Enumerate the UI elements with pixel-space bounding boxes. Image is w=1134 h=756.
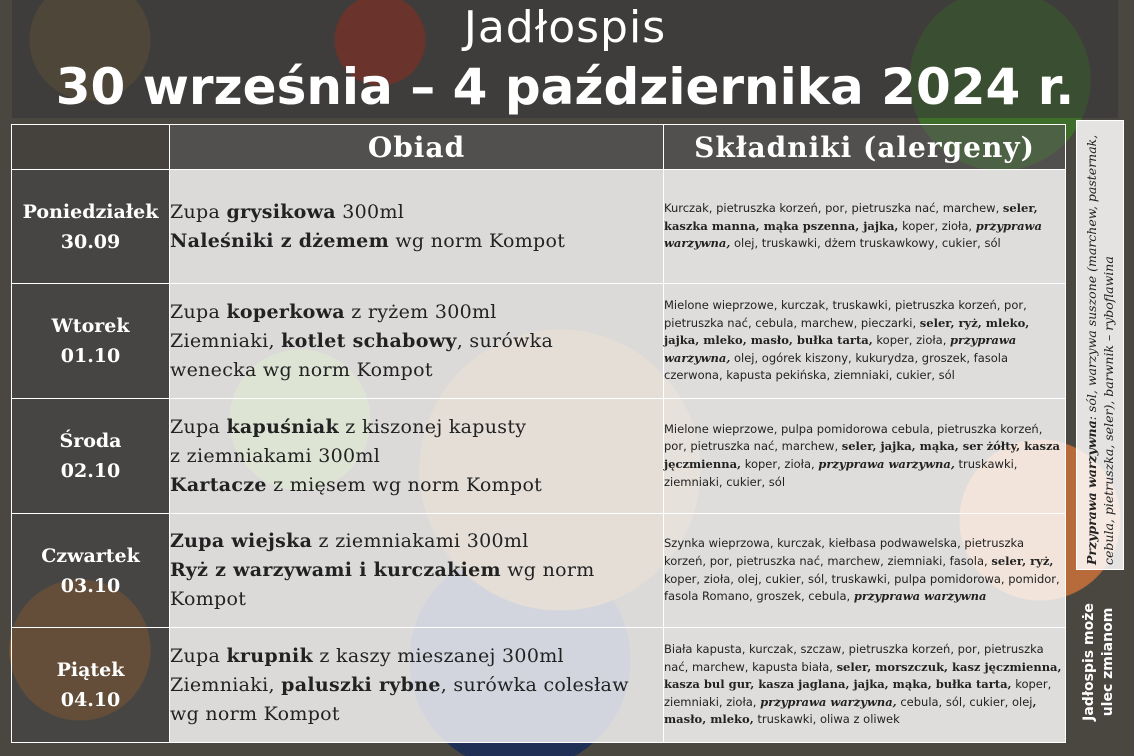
change-note-box [1076, 574, 1122, 750]
meal-line [170, 671, 663, 700]
table-row [12, 514, 1066, 628]
ingredients-cell [664, 514, 1066, 628]
ingredient-text: olej, truskawki, dżem truskawkowy, cukier, sól [730, 236, 1001, 251]
change-note-line: Jadłospis może [1081, 603, 1097, 721]
table-row [12, 284, 1066, 399]
meal-line [170, 642, 663, 671]
ingredient-text: Mielone wieprzowe, pulpa pomidorowa cebula, pietruszka korzeń, por, pietruszka nać, marchew, [664, 421, 1043, 454]
day-date: 03.10 [60, 574, 121, 597]
allergen-text: seler, morszczuk, kasz jęczmienna, kasza bul gur, kasza jaglana, jajka, mąka, bułka tarta, [664, 659, 1062, 692]
table-header-row [12, 125, 1066, 170]
meal-cell [170, 399, 664, 514]
meal-text: Kompot [170, 588, 247, 610]
meal-line [170, 556, 663, 585]
ingredient-text: koper, zioła, [872, 333, 950, 348]
day-date: 01.10 [60, 345, 121, 367]
ingredient-text: Szynka wieprzowa, kurczak, kiełbasa podwawelska, pietruszka korzeń, por, pietruszka nać, marchew, ziemniaki, fasola, [664, 536, 1025, 568]
column-header-obiad: Obiad [170, 125, 664, 170]
meal-text: Zupa [170, 644, 227, 667]
allergen-text: seler, kaszka manna, mąka pszenna, jajka, [664, 201, 1038, 233]
ingredient-text: koper, zioła, [741, 457, 819, 471]
allergen-text: przyprawa warzywna, [818, 457, 955, 471]
spice-note-text: : sól, warzywa suszone (marchew, pasternak, cebula, pietruszka, seler), barwnik – ryboflawina [1084, 134, 1116, 565]
ingredient-text: olej, ogórek kiszony, kukurydza, groszek, fasola czerwona, kapusta pekińska, ziemniaki, cukier, sól [664, 350, 1009, 383]
meal-text: wg norm Kompot [170, 702, 340, 725]
meal-cell [170, 514, 664, 628]
meal-line [170, 413, 663, 442]
meal-text: , surówka colesław [440, 673, 629, 696]
ingredient-text: truskawki, ziemniaki, cukier, sól [664, 457, 1018, 489]
meal-cell [170, 170, 664, 284]
ingredient-text: Mielone wieprzowe, kurczak, truskawki, pietruszka korzeń, por, pietruszka nać, cebula, marchew, pieczarki, [664, 298, 1027, 330]
meal-line [170, 327, 663, 356]
meal-text: z kiszonej kapusty [338, 415, 527, 438]
meal-text: Zupa [170, 300, 227, 323]
ingredient-text: koper, ziemniaki, zioła, [664, 677, 1052, 709]
day-name: Poniedziałek [22, 200, 159, 223]
ingredient-text: cebula, sól, cukier, olej [896, 694, 1033, 709]
day-name: Piątek [56, 659, 125, 681]
meal-text: z kaszy mieszanej 300ml [313, 644, 564, 667]
ingredients-cell [664, 170, 1066, 284]
day-name: Wtorek [51, 315, 130, 337]
allergen-text: przyprawa warzywna, [664, 218, 1042, 251]
dish-name: kotlet schabowy [281, 329, 457, 352]
meal-line [170, 527, 663, 556]
dish-name: krupnik [226, 644, 314, 667]
allergen-text: seler, ryż, [991, 553, 1054, 568]
ingredients-cell [664, 399, 1066, 514]
meal-line [170, 700, 663, 729]
corner-cell [12, 125, 170, 170]
dish-name: kapuśniak [226, 415, 339, 438]
meal-text: Zupa [170, 200, 227, 223]
header-banner [12, 0, 1118, 118]
ingredients-cell [664, 284, 1066, 399]
ingredient-text: Biała kapusta, kurczak, szczaw, pietruszka korzeń, por, pietruszka nać, marchew, kapusta biała, [664, 642, 1044, 674]
day-cell [12, 628, 170, 743]
ingredient-text: Kurczak, pietruszka korzeń, por, pietruszka nać, marchew, [664, 201, 1003, 216]
ingredient-text: truskawki, oliwa z oliwek [753, 712, 900, 727]
day-date: 04.10 [60, 689, 121, 711]
day-cell [12, 170, 170, 284]
dish-name: grysikowa [226, 200, 336, 223]
page-title: 30 września – 4 października 2024 r. [55, 58, 1075, 116]
column-header-skladniki: Składniki (alergeny) [664, 125, 1066, 170]
day-cell [12, 399, 170, 514]
day-cell [12, 284, 170, 399]
dish-name: Ryż z warzywami i kurczakiem [170, 559, 501, 581]
meal-text: z ziemniakami 300ml [170, 444, 381, 467]
day-cell [12, 514, 170, 628]
meal-line [170, 198, 663, 227]
dish-name: Kartacze [170, 473, 267, 496]
ingredients-cell [664, 628, 1066, 743]
meal-text: Ziemniaki, [170, 673, 282, 696]
day-name: Czwartek [41, 544, 140, 567]
allergen-text: seler, jajka, mąka, ser żółty, kasza jęczmienna, [664, 439, 1060, 471]
meal-line [170, 356, 663, 385]
table-row [12, 399, 1066, 514]
meal-text: Ziemniaki, [170, 329, 282, 352]
meal-text: z ziemniakami 300ml [312, 530, 529, 552]
day-date: 02.10 [60, 460, 121, 482]
allergen-text: przyprawa warzywna [853, 589, 987, 604]
meal-line [170, 227, 663, 256]
meal-text: z mięsem wg norm Kompot [266, 473, 543, 496]
dish-name: Zupa wiejska [170, 530, 313, 552]
ingredient-text: koper, zioła, olej, cukier, sól, truskawki, pulpa pomidorowa, pomidor, fasola Romano, groszek, cebula, [664, 571, 1060, 604]
allergen-text: przyprawa warzywna, [760, 694, 897, 709]
allergen-text: przyprawa warzywna, [664, 333, 1017, 365]
meal-text: z ryżem 300ml [344, 300, 497, 323]
meal-cell [170, 284, 664, 399]
dish-name: Naleśniki z dżemem [170, 229, 389, 252]
meal-line [170, 442, 663, 471]
ingredient-text: koper, zioła, [898, 218, 976, 233]
dish-name: paluszki rybne [281, 673, 441, 696]
table-row [12, 170, 1066, 284]
spice-note-label: Przyprawa warzywna [1084, 420, 1099, 565]
change-note [1080, 574, 1118, 750]
day-date: 30.09 [60, 230, 121, 253]
dish-name: koperkowa [226, 300, 345, 323]
meal-line [170, 471, 663, 500]
meal-text: wg norm [500, 559, 595, 581]
day-name: Środa [59, 430, 122, 452]
meal-text: wg norm Kompot [388, 229, 566, 252]
menu-table [11, 124, 1066, 743]
change-note-line: ulec zmianom [1100, 607, 1116, 717]
page-subtitle: Jadłospis [463, 2, 667, 53]
meal-text: wenecka wg norm Kompot [170, 358, 433, 381]
meal-line [170, 298, 663, 327]
allergen-text: seler, ryż, mleko, jajka, mleko, masło, bułka tarta, [664, 315, 1030, 348]
meal-text: Zupa [170, 415, 227, 438]
meal-text: , surówka [456, 329, 554, 352]
allergen-text: , masło, mleko, [664, 694, 1037, 727]
meal-cell [170, 628, 664, 743]
spice-note [1083, 125, 1117, 565]
table-row [12, 628, 1066, 743]
meal-text: 300ml [335, 200, 405, 223]
meal-line [170, 585, 663, 614]
spice-note-box [1076, 120, 1124, 570]
